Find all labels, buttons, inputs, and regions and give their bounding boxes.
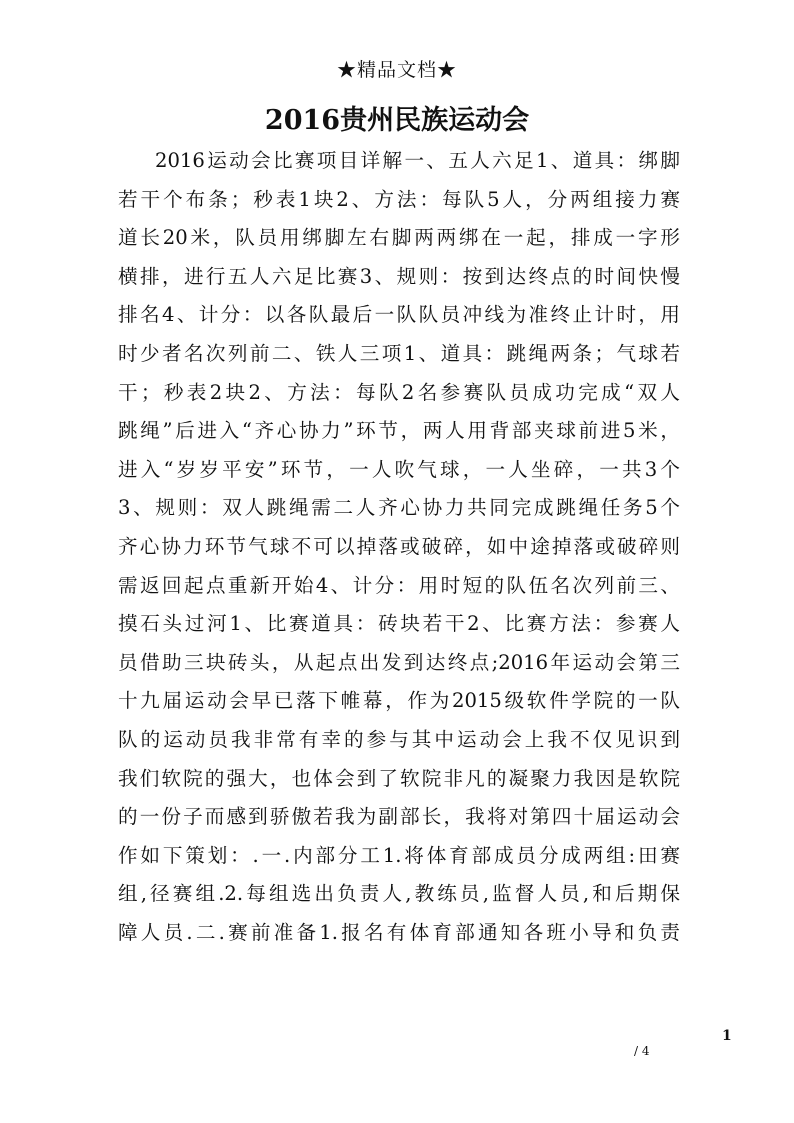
body-line: 时少者名次列前二、铁人三项1、道具：跳绳两条；气球若 [118,341,680,365]
page-number: 1 [722,1028,732,1044]
body-line: 2016运动会比赛项目详解一、五人六足1、道具：绑脚 [155,149,680,172]
body-line: 跳绳”后进入“齐心协力”环节，两人用背部夹球前进5米， [118,419,680,443]
body-line: 进入“岁岁平安”环节，一人吹气球，一人坐碎，一共3个 [118,457,680,481]
body-line: 横排，进行五人六足比赛3、规则：按到达终点的时间快慢 [118,264,680,288]
body-line: 干；秒表2块2、方法：每队2名参赛队员成功完成“双人 [118,380,680,404]
body-line: 道长20米，队员用绑脚左右脚两两绑在一起，排成一字形 [118,226,680,250]
body-line: 我们软院的强大，也体会到了软院非凡的凝聚力我因是软院 [118,766,680,790]
document-body [118,142,680,952]
document-title: 2016贵州民族运动会 [264,105,530,136]
document-header: ★精品文档★ [336,59,457,81]
body-line: 若干个布条；秒表1块2、方法：每队5人，分两组接力赛 [118,187,680,211]
page-total: / 4 [634,1044,650,1058]
body-line: 齐心协力环节气球不可以掉落或破碎，如中途掉落或破碎则 [118,534,680,558]
body-line: 摸石头过河1、比赛道具：砖块若干2、比赛方法：参赛人 [118,612,680,636]
body-line: 障人员.二.赛前准备1.报名有体育部通知各班小导和负责 [118,920,680,944]
body-line: 需返回起点重新开始4、计分：用时短的队伍名次列前三、 [118,573,680,597]
body-line: 组,径赛组.2.每组选出负责人,教练员,监督人员,和后期保 [118,882,680,906]
body-line: 3、规则：双人跳绳需二人齐心协力共同完成跳绳任务5个 [118,496,680,520]
body-line: 排名4、计分：以各队最后一队队员冲线为准终止计时，用 [118,303,680,327]
body-line: 十九届运动会早已落下帷幕，作为2015级软件学院的一队 [118,689,680,713]
body-line: 队的运动员我非常有幸的参与其中运动会上我不仅见识到 [118,727,680,751]
body-line: 的一份子而感到骄傲若我为副部长，我将对第四十届运动会 [118,805,680,829]
body-line: 作如下策划：.一.内部分工1.将体育部成员分成两组:田赛 [118,843,680,867]
body-line: 员借助三块砖头，从起点出发到达终点;2016年运动会第三 [118,650,680,674]
